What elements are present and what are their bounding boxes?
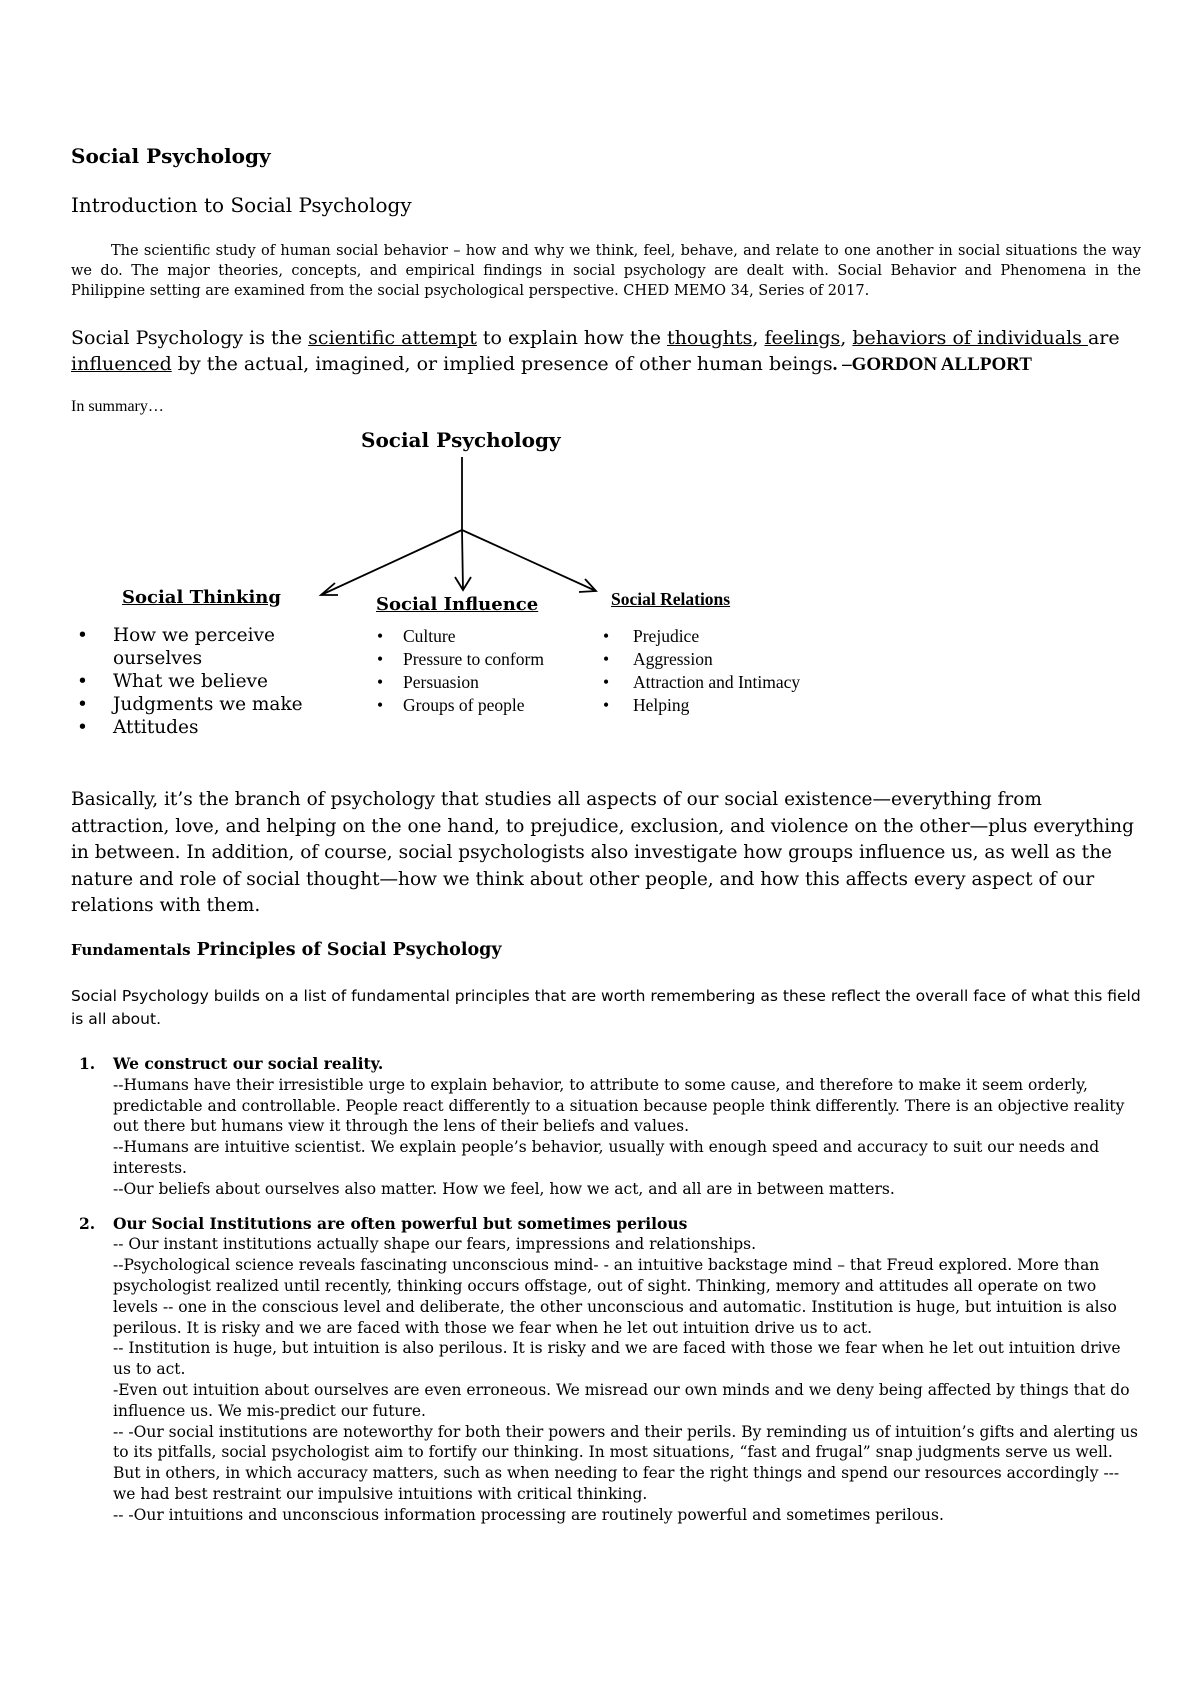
social-thinking-title: Social Thinking — [122, 587, 281, 608]
def-text-5: are — [1087, 327, 1120, 349]
social-relations-list — [597, 625, 897, 717]
fundamentals-heading-small: Fundamentals — [71, 941, 191, 959]
summary-label: In summary… — [71, 398, 164, 415]
def-text-6: by the actual, imagined, or implied presence of other human beings — [171, 353, 833, 375]
list-item-text: Helping — [633, 695, 690, 715]
bullet: • — [77, 694, 88, 715]
diagram-title: Social Psychology — [361, 428, 561, 452]
def-text-1: Social Psychology is the — [71, 327, 309, 349]
diagram-arrows — [71, 455, 671, 600]
fundamentals-heading — [71, 940, 502, 960]
def-underline-4: behaviors of individuals — [852, 327, 1088, 349]
principle-item — [71, 1214, 1141, 1526]
social-relations-title: Social Relations — [611, 589, 731, 609]
bullet: • — [603, 626, 610, 646]
principle-title: We construct our social reality. — [113, 1054, 384, 1073]
list-item-text: Attraction and Intimacy — [633, 672, 801, 692]
fundamentals-intro: Social Psychology builds on a list of fundamental principles that are worth remembering as these reflect the overall face of what this field is all about. — [71, 987, 1141, 1028]
def-underline-1: scientific attempt — [308, 327, 477, 349]
list-item-text: How we perceive ourselves — [113, 625, 275, 669]
fundamentals-heading-big: Principles of Social Psychology — [190, 940, 502, 960]
list-item — [71, 624, 341, 670]
list-item — [371, 671, 601, 694]
list-item-text: Aggression — [633, 649, 713, 669]
principle-number: 1. — [79, 1054, 96, 1073]
bullet: • — [603, 672, 610, 692]
bullet: • — [377, 626, 384, 646]
list-item — [371, 694, 601, 717]
def-underline-2: thoughts — [667, 327, 753, 349]
def-underline-5: influenced — [71, 353, 172, 375]
list-item-text: Persuasion — [403, 672, 479, 692]
bullet: • — [377, 695, 384, 715]
list-item-text: What we believe — [113, 671, 268, 692]
list-item — [597, 648, 897, 671]
bullet: • — [377, 672, 384, 692]
def-author: . –GORDON ALLPORT — [832, 354, 1032, 375]
bullet: • — [603, 649, 610, 669]
list-item — [71, 716, 341, 739]
principle-title: Our Social Institutions are often powerful but sometimes perilous — [113, 1213, 688, 1233]
arrow-to-relations — [462, 530, 596, 591]
definition-paragraph — [71, 325, 1141, 378]
principle-line: -- Our instant institutions actually shape our fears, impressions and relationships. — [113, 1235, 757, 1254]
document-title: Social Psychology — [71, 144, 271, 168]
basically-paragraph: Basically, it’s the branch of psychology that studies all aspects of our social existence—everything from attraction, love, and helping on the one hand, to prejudice, exclusion, and violence on the other—plus everything in between. In addition, of course, social psychologists also investigate how groups influence us, as well as the nature and role of social thought—how we think about other people, and how this affects every aspect of our relations with them. — [71, 789, 1134, 916]
list-item-text: Pressure to conform — [403, 649, 544, 669]
principle-line: --Our beliefs about ourselves also matter. How we feel, how we act, and all are in between matters. — [113, 1179, 895, 1198]
list-item — [371, 625, 601, 648]
arrow-to-influence — [462, 530, 463, 590]
list-item — [71, 670, 341, 693]
principle-line: -Even out intuition about ourselves are even erroneous. We misread our own minds and we deny being affected by things that do influence us. We mis-predict our future. — [113, 1380, 1130, 1420]
social-influence-title: Social Influence — [376, 594, 539, 615]
principle-number: 2. — [79, 1213, 96, 1233]
list-item-text: Groups of people — [403, 695, 525, 715]
principle-line: --Humans have their irresistible urge to explain behavior, to attribute to some cause, and therefore to make it seem orderly, predictable and controllable. People react differently to a situation because people think differently. There is an objective reality out there but humans view it through the lens of their beliefs and values. — [113, 1075, 1125, 1136]
list-item — [597, 671, 897, 694]
def-underline-3: feelings — [764, 327, 841, 349]
arrow-to-thinking — [321, 530, 462, 595]
bullet: • — [77, 671, 88, 692]
list-item-text: Culture — [403, 626, 456, 646]
bullet: • — [603, 695, 610, 715]
bullet: • — [77, 717, 88, 738]
social-influence-list — [371, 625, 601, 717]
def-text-3: , — [752, 327, 765, 349]
principle-item — [71, 1054, 1141, 1200]
list-item — [597, 625, 897, 648]
list-item — [597, 694, 897, 717]
bullet: • — [377, 649, 384, 669]
principle-line: --Humans are intuitive scientist. We explain people’s behavior, usually with enough speed and accuracy to suit our needs and interests. — [113, 1138, 1100, 1177]
document-page — [71, 0, 1141, 1697]
list-item-text: Judgments we make — [113, 694, 303, 715]
list-item — [71, 693, 341, 716]
principle-line: --Psychological science reveals fascinating unconscious mind- - an intuitive backstage mind – that Freud explored. More than psychologist realized until recently, thinking occurs offstage, out of sight. Thinking, memory and attitudes all operate on two levels -- one in the conscious level and deliberate, the other unconscious and automatic. Institution is huge, but intuition is also perilous. It is risky and we are faced with those we fear when he let out intuition drive us to act. — [113, 1256, 1117, 1337]
bullet: • — [77, 625, 88, 646]
principle-line: -- Institution is huge, but intuition is also perilous. It is risky and we are faced with those we fear when he let out intuition drive us to act. — [113, 1339, 1121, 1379]
def-text-2: to explain how the — [476, 327, 668, 349]
principle-line: -- -Our intuitions and unconscious information processing are routinely powerful and sometimes perilous. — [113, 1505, 944, 1524]
list-item — [371, 648, 601, 671]
list-item-text: Attitudes — [113, 717, 199, 738]
intro-paragraph: The scientific study of human social behavior – how and why we think, feel, behave, and relate to one another in social situations the way we do. The major theories, concepts, and empirical findings in social psychology are dealt with. Social Behavior and Phenomena in the Philippine setting are examined from the social psychological perspective. CHED MEMO 34, Series of 2017. — [71, 243, 1141, 299]
def-text-4: , — [840, 327, 853, 349]
list-item-text: Prejudice — [633, 626, 700, 646]
principles-list — [71, 1054, 1141, 1540]
social-thinking-list — [71, 624, 341, 739]
section-subtitle: Introduction to Social Psychology — [71, 193, 412, 217]
principle-line: -- -Our social institutions are noteworthy for both their powers and their perils. By reminding us of intuition’s gifts and alerting us to its pitfalls, social psychologist aim to fortify our thinking. In most situations, “fast and frugal” snap judgments serve us well. But in others, in which accuracy matters, such as when needing to fear the right things and spend our resources accordingly --- we had best restraint our impulsive intuitions with critical thinking. — [113, 1422, 1139, 1503]
